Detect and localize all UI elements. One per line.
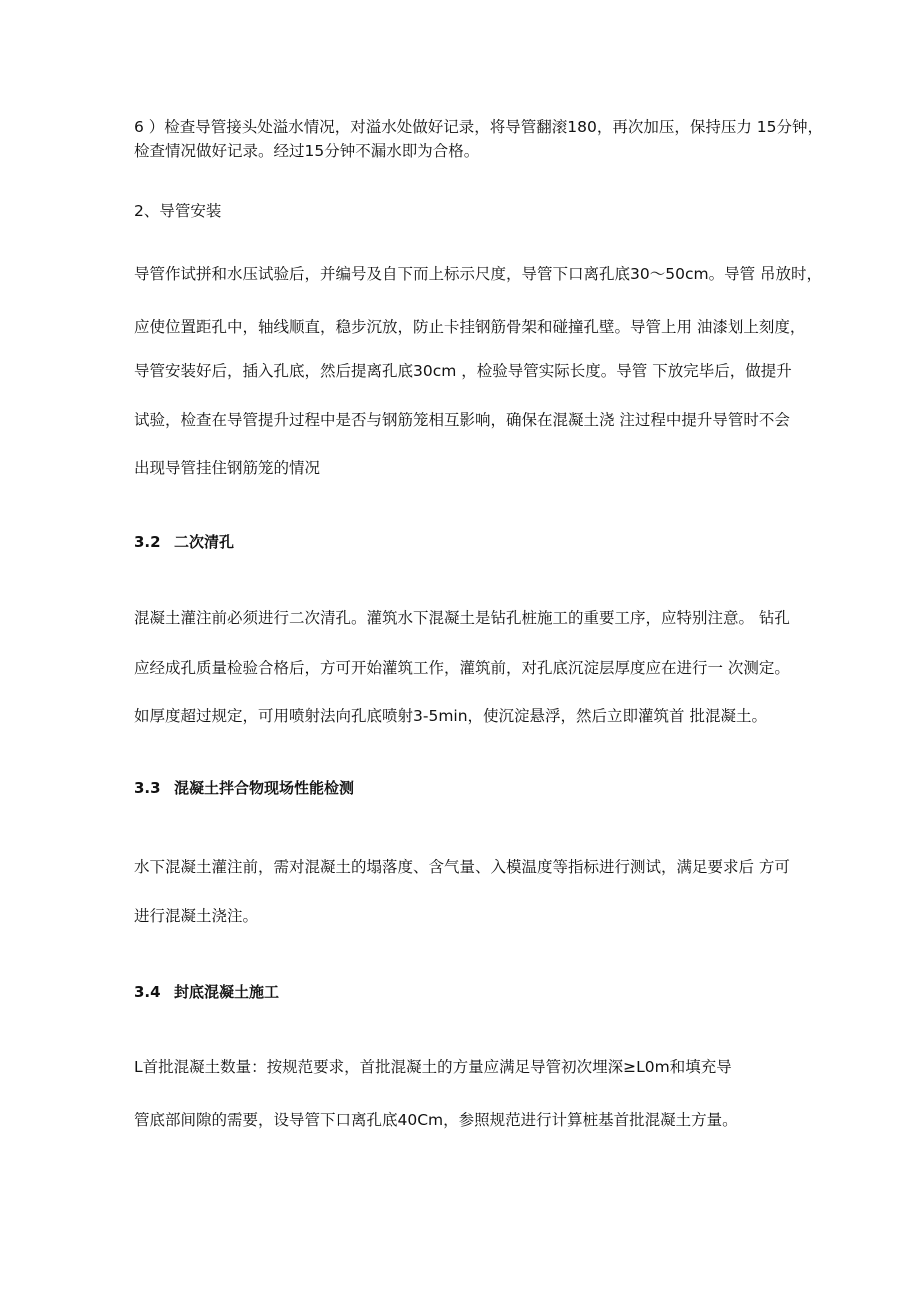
paragraph-line: 试验，检查在导管提升过程中是否与钢筋笼相互影响，确保在混凝土浇 注过程中提升导管时不会	[134, 411, 790, 429]
section-title: 二次清孔	[174, 533, 235, 551]
paragraph-line: 检查情况做好记录。经过15分钟不漏水即为合格。	[134, 142, 480, 160]
section-heading-3-4	[134, 981, 814, 1003]
paragraph-line: 应经成孔质量检验合格后，方可开始灌筑工作，灌筑前，对孔底沉淀层厚度应在进行一 次测定。	[134, 659, 790, 677]
section-number: 3.2	[134, 533, 161, 551]
section-heading-3-3	[134, 777, 814, 799]
section-title: 混凝土拌合物现场性能检测	[174, 779, 355, 797]
paragraph-line: L首批混凝土数量：按规范要求，首批混凝土的方量应满足导管初次埋深≥L0m和填充导	[134, 1058, 732, 1076]
paragraph-line: 混凝土灌注前必须进行二次清孔。灌筑水下混凝土是钻孔桩施工的重要工序，应特别注意。 钻孔	[134, 609, 790, 627]
section-heading-3-2	[134, 531, 814, 553]
paragraph-line: 如厚度超过规定，可用喷射法向孔底喷射3-5min，使沉淀悬浮，然后立即灌筑首 批混凝土。	[134, 707, 767, 725]
paragraph-line: 导管作试拼和水压试验后，并编号及自下而上标示尺度，导管下口离孔底30～50cm。导管 吊放时，	[134, 265, 822, 283]
section-number: 3.3	[134, 779, 161, 797]
section-heading: 2、导管安装	[134, 202, 222, 220]
section-number: 3.4	[134, 983, 161, 1001]
paragraph-line: 导管安装好后，插入孔底，然后提离孔底30cm ，检验导管实际长度。导管 下放完毕后，做提升	[134, 362, 792, 380]
paragraph-line: 应使位置距孔中，轴线顺直，稳步沉放，防止卡挂钢筋骨架和碰撞孔壁。导管上用 油漆划上刻度，	[134, 318, 806, 336]
paragraph-line: 6 ）检查导管接头处溢水情况，对溢水处做好记录，将导管翻滚180，再次加压，保持压力 15分钟，	[134, 118, 824, 136]
paragraph-line: 出现导管挂住钢筋笼的情况	[134, 459, 321, 477]
paragraph-line: 水下混凝土灌注前，需对混凝土的塌落度、含气量、入模温度等指标进行测试，满足要求后 方可	[134, 858, 790, 876]
paragraph-line: 进行混凝土浇注。	[134, 907, 259, 925]
section-title: 封底混凝土施工	[174, 983, 280, 1001]
paragraph-line: 管底部间隙的需要，设导管下口离孔底40Cm，参照规范进行计算桩基首批混凝土方量。	[134, 1111, 738, 1129]
